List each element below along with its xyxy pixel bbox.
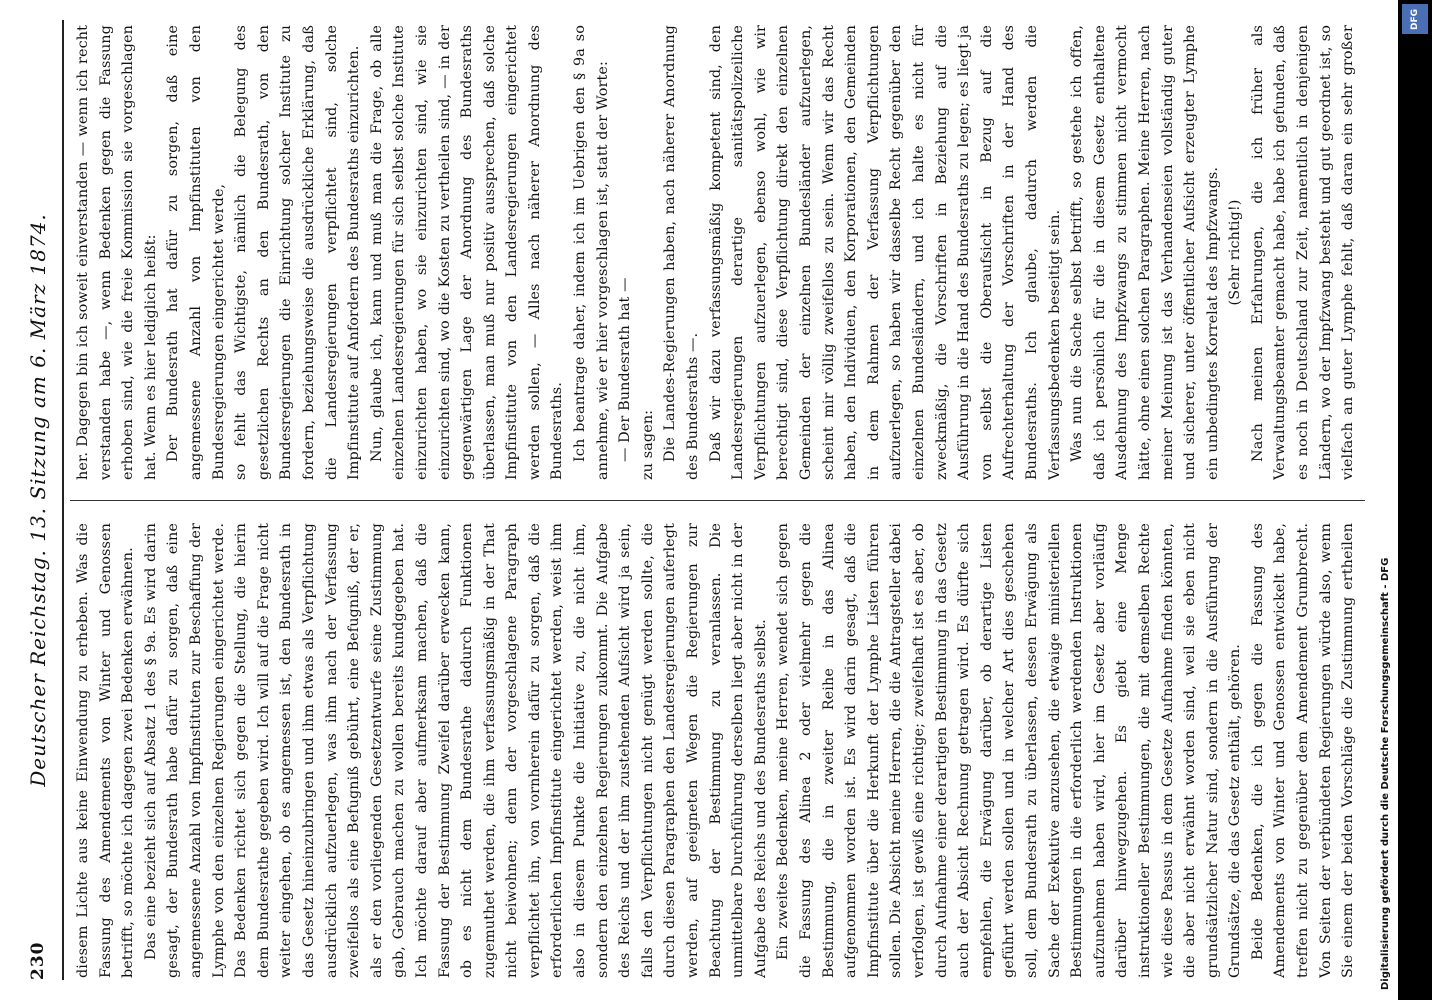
paragraph-text: — Der Bundesrath hat — xyxy=(617,277,634,462)
paragraph-text: so fehlt das Wichtigste, nämlich die Belegung des gesetzlichen Rechts an den Bundesrath, von den Bundesregierungen die Einrichtung solcher Institute zu fordern, beziehungsweise die ausdrückliche Erklärung, daß die Landesregierungen verpflichtet sind, solche Impfinstitute auf Anfordern des Bundesraths einzurichten. xyxy=(233,25,363,480)
paragraph-text: Ich beantrage daher, indem ich im Uebrigen den § 9a so annehme, wie er hier vorgeschlagen ist, statt der Worte: xyxy=(572,25,611,480)
paragraph xyxy=(72,523,140,978)
paragraph-text: zu sagen: xyxy=(639,409,656,480)
paragraph-text: Das eine bezieht sich auf Absatz 1 des § 9a. Es wird darin gesagt, der Bundesrath habe dafür zu sorgen, daß eine angemessene Anzahl von Impfinstituten zur Beschaffung der Lymphe von den einzelnen Regierungen eingerichtet werde. Das Bedenken richtet sich gegen die Stellung, die hierin dem Bundesrathe gegeben wird. Ich will auf die Frage nicht weiter eingehen, ob es angemessen ist, den Bundesrath in das Gesetz hineinzubringen und ihm etwas als Verpflichtung ausdrücklich aufzuerlegen, was ihm nach der Verfassung zweifellos als eine Befugniß gebührt, eine Befugniß, der er, als er den vorliegenden Gesetzentwurfe seine Zustimmung gab, Gebrauch machen zu wollen bereits kundgegeben hat. Ich möchte darauf aber aufmerksam machen, daß die Fassung der Bestimmung Zweifel darüber erwecken kann, ob es nicht dem Bundesrathe dadurch Funktionen zugemuthet werden, die ihm verfassungsmäßig in der That nicht beiwohnen; denn der vorgeschlagene Paragraph verpflichtet ihn, von vornherein dafür zu sorgen, daß die erforderlichen Impfinstitute eingerichtet werden, weist ihm also in diesem Punkte die Initiative zu, die nicht ihm, sondern den einzelnen Regierungen zukommt. Die Aufgabe des Reichs und der ihm zustehenden Aufsicht wird ja sein, falls den Verpflichtungen nicht genügt werden sollte, die durch diesen Paragraphen den Landesregierungen auferlegt werden, auf geeigneten Wegen die Regierungen zur Beachtung der Bestimmung zu veranlassen. Die unmittelbare Durchführung derselben liegt aber nicht in der Aufgabe des Reichs und des Bundesraths selbst. xyxy=(142,523,769,978)
credit-text: Digitalisierung gefördert durch die Deutsche Forschungsgemeinschaft - DFG xyxy=(1380,557,1391,990)
paragraph xyxy=(614,25,637,480)
paragraph-text: Nach meinen Erfahrungen, die ich früher als Verwaltungsbeamter gemacht habe, habe ich gefunden, daß es noch in Deutschland zur Zeit, namentlich in denjenigen Ländern, wo der Impfzwang besteht und gut geordnet ist, so vielfach an guter Lymphe fehlt, daß daran ein sehr großer xyxy=(1249,25,1357,480)
paragraph xyxy=(1247,25,1362,480)
paragraph xyxy=(637,25,660,480)
paragraph xyxy=(72,25,162,480)
paragraph-text: Was nun die Sache selbst betrifft, so gestehe ich offen, daß ich persönlich für die in diesem Gesetz enthaltene Ausdehnung des Impfzwangs zu stimmen nicht vermocht hätte, ohne einen solchen Paragraphen. Meine Herren, nach meiner Meinung ist das Verhandenseien vollständig guter und sicherer, unter öffentlicher Aufsicht erzeugter Lymphe ein unbedingtes Korrelat des Impfzwangs. xyxy=(1069,25,1221,480)
paragraph xyxy=(230,25,366,480)
paragraph xyxy=(569,25,614,480)
page-header xyxy=(22,20,64,980)
paragraph-text: diesem Lichte aus keine Einwendung zu erheben. Was die Fassung des Amendements von Winter und Genossen betrifft, so möchte ich dagegen zwei Bedenken erwähnen. xyxy=(75,523,137,978)
paragraph-text: Ein zweites Bedenken, meine Herren, wendet sich gegen die Fassung des Alinea 2 oder vielmehr gegen die Bestimmung, die in zweiter Reihe in das Alinea aufgenommen worden ist. Es wird darin gesagt, daß die Impfinstitute über die Herkunft der Lymphe Listen führen sollen. Die Absicht meine Herren, die die Antragsteller dabei verfolgen, ist gewiß eine richtige; zweifelhaft ist es aber, ob durch Aufnahme einer derartigen Bestimmung in das Gesetz auch der Absicht Rechnung getragen wird. Es dürfte sich empfehlen, die Erwägung darüber, ob derartige Listen geführt werden sollen und in welcher Art dies geschehen soll, dem Bundesrath zu überlassen, dessen Erwägung als Sache der Exekutive anzusehen, die etwaige ministeriellen Bestimmungen in die erforderlich werdenden Instruktionen aufzunehmen haben wird, hier im Gesetz aber vorläufig darüber hinwegzugehen. Es giebt eine Menge instruktioneller Bestimmungen, die mit demselben Rechte wie diese Passus in dem Gesetze Aufnahme finden könnten, die aber nicht erwähnt worden sind, weil sie eben nicht grundsätzlicher Natur sind, sondern in die Ausführung der Grundsätze, die das Gesetz enthält, gehören. xyxy=(775,523,1244,978)
column-divider xyxy=(70,500,1365,501)
paragraph xyxy=(162,25,230,480)
paragraph-text: Der Bundesrath hat dafür zu sorgen, daß eine angemessene Anzahl von Impfinstituten von den Bundesregierungen eingerichtet werde, xyxy=(165,25,227,480)
paragraph-text: (Sehr richtig!) xyxy=(1227,199,1244,306)
paragraph xyxy=(140,523,773,978)
paragraph xyxy=(366,25,569,480)
paragraph-text: her. Dagegen bin ich soweit einverstanden — wenn ich recht verstanden habe —, wenn Bedenken gegen die Fassung erhoben sind, wie die freie Kommission sie vorgeschlagen hat. Wenn es hier lediglich heißt: xyxy=(75,25,159,480)
dfg-logo: DFG xyxy=(1402,4,1428,34)
paragraph-text: Daß wir dazu verfassungsmäßig kompetent sind, den Landesregierungen derartige sanitätspolizeiliche Verpflichtungen aufzuerlegen, ebenso wohl, wie wir berechtigt sind, diese Verpflichtung direkt den einzelnen Gemeinden der einzelnen Bundesländer aufzuerlegen, scheint mir völlig zweifellos zu sein. Wenn wir das Recht haben, den Individuen, den Korporationen, den Gemeinden in dem Rahmen der Verfassung Verpflichtungen aufzuerlegen, so haben wir dasselbe Recht gegenüber den einzelnen Bundesländern, und ich halte es nicht für zweckmäßig, die Vorschriften in Beziehung auf die Ausführung in die Hand des Bundesraths zu legen; es liegt ja von selbst die Oberaufsicht in Bezug auf die Aufrechterhaltung der Vorschriften in der Hand des Bundesraths. Ich glaube, dadurch werden die Verfassungsbedenken beseitigt sein. xyxy=(707,25,1063,480)
paragraph xyxy=(659,25,704,480)
paragraph xyxy=(705,25,1067,480)
paragraph-text: Die Landes-Regierungen haben, nach näherer Anordnung des Bundesraths —. xyxy=(662,25,702,480)
paragraph-text: Beide Bedenken, die ich gegen die Fassung des Amendements von Winter und Genossen entwickelt habe, treffen nicht zu gegenüber dem Amendement Grumbrecht. Von Seiten der verbündeten Regierungen würde also, wenn Sie einem der beiden Vorschläge die Zustimmung ertheilen xyxy=(1249,523,1357,978)
header-title: Deutscher Reichstag. 13. Sitzung am 6. März 1874. xyxy=(26,213,50,787)
digitization-credit xyxy=(1380,0,1396,1000)
paragraph xyxy=(1066,25,1224,480)
paragraph xyxy=(772,523,1246,978)
paragraph xyxy=(1224,25,1247,480)
paragraph xyxy=(1247,523,1362,978)
paragraph-text: Nun, glaube ich, kann und muß man die Frage, ob alle einzelnen Landesregierungen für sich selbst solche Institute einzurichten haben, wo sie einzurichten sind, wie sie einzurichten sind, wo die Kosten zu vertheilen sind, — in der gegenwärtigen Lage der Anordnung des Bundesraths überlassen, man muß nur positiv aussprechen, daß solche Impfinstitute von den Landesregierungen eingerichtet werden sollen, — Alles nach näherer Anordnung des Bundesraths. xyxy=(368,25,566,480)
page-number: 230 xyxy=(28,941,48,980)
left-column xyxy=(72,523,1362,978)
right-column xyxy=(72,25,1362,480)
scan-edge-bar xyxy=(1398,0,1432,1000)
